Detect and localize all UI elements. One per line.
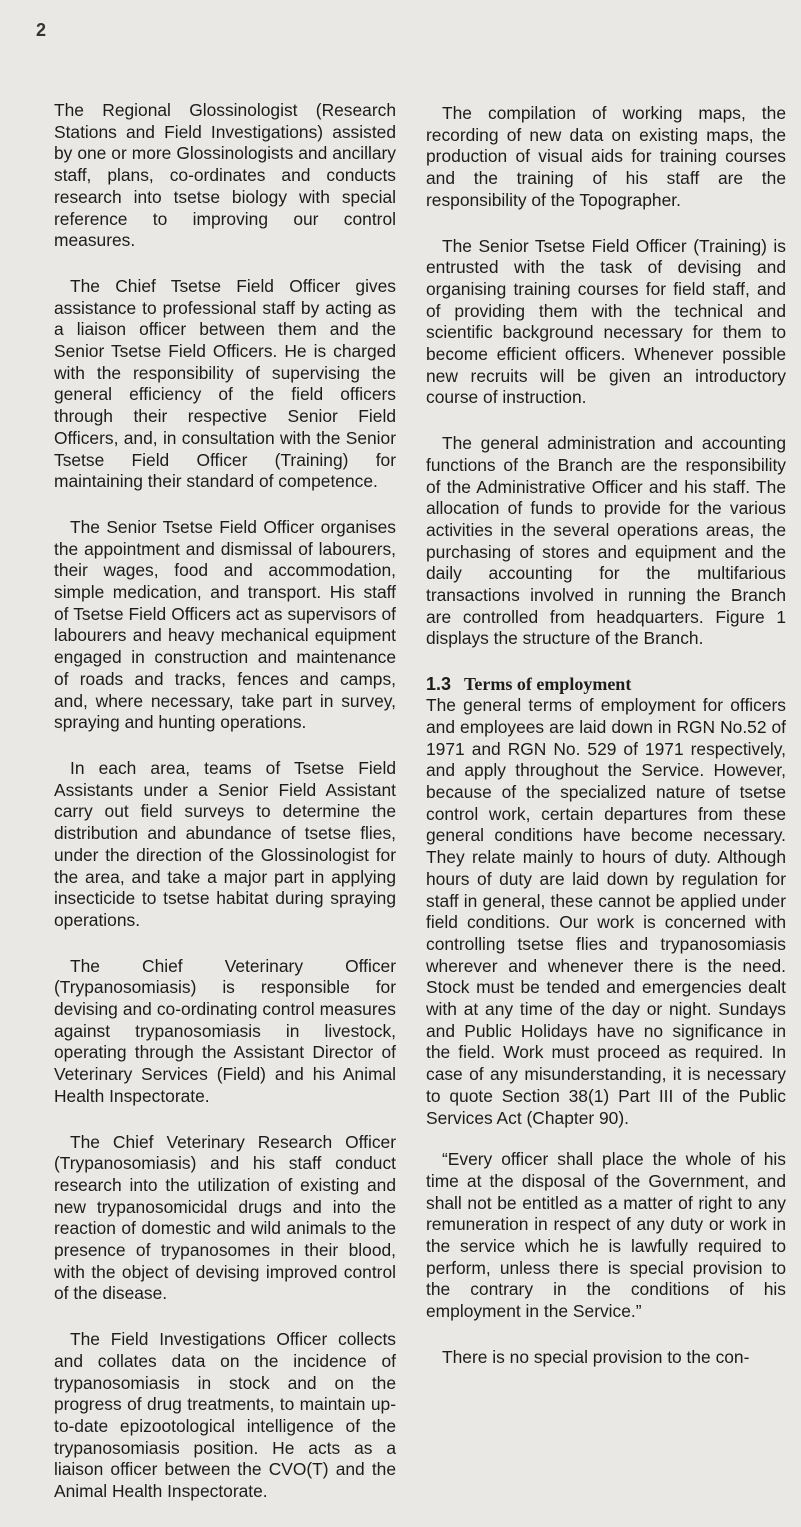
right-column xyxy=(426,103,786,1393)
section-heading xyxy=(426,674,786,695)
section-number: 1.3 xyxy=(426,674,452,695)
section-title: Terms of employment xyxy=(464,674,632,695)
paragraph-terms-of-employment: The general terms of employment for officers and employees are laid down in RGN No.52 of 1971 and RGN No. 529 of 1971 respectively, and apply throughout the Service. However, because of the specialized nature of tsetse control work, certain departures from these general conditions have become necessary. They relate mainly to hours of duty. Although hours of duty are laid down by regulation for staff in general, these cannot be applied under field conditions. Our work is concerned with controlling tsetse flies and trypanosomiasis wherever and whenever there is the need. Stock must be tended and emergencies dealt with at any time of the day or night. Sundays and Public Holidays have no significance in the field. Work must proceed as required. In case of any misunderstanding, it is necessary to quote Section 38(1) Part III of the Public Services Act (Chapter 90). xyxy=(426,695,786,1128)
paragraph-senior-tsetse-field-officer: The Senior Tsetse Field Officer organises the appointment and dismissal of labourers, their wages, food and accommodation, simple medication, and transport. His staff of Tsetse Field Officers act as supervisors of labourers and heavy mechanical equipment engaged in construction and maintenance of roads and tracks, fences and camps, and, where necessary, take part in survey, spraying and hunting operations. xyxy=(54,516,396,733)
paragraph-field-investigations-officer: The Field Investigations Officer collects and collates data on the incidence of trypanosomiasis in stock and on the progress of drug treatments, to maintain up-to-date epizootological intelligence of the trypanosomiasis position. He acts as a liaison officer between the CVO(T) and the Animal Health Inspectorate. xyxy=(54,1329,396,1502)
page-number: 2 xyxy=(36,20,47,40)
paragraph-chief-veterinary-officer: The Chief Veterinary Officer (Trypanosomiasis) is responsible for devising and co-ordinating control measures against trypanosomiasis in livestock, operating through the Assistant Director of Veterinary Services (Field) and his Animal Health Inspectorate. xyxy=(54,955,396,1106)
paragraph-regional-glossinologist: The Regional Glossinologist (Research Stations and Field Investigations) assisted by one or more Glossinologists and ancillary staff, plans, co-ordinates and conducts research into tsetse biology with special reference to improving our control measures. xyxy=(54,100,396,251)
paragraph-administration: The general administration and accounting functions of the Branch are the responsibility of the Administrative Officer and his staff. The allocation of funds to provide for the various activities in the several operations areas, the purchasing of stores and equipment and the daily accounting for the multifarious transactions involved in running the Branch are controlled from headquarters. Figure 1 displays the structure of the Branch. xyxy=(426,433,786,649)
paragraph-closing: There is no special provision to the con- xyxy=(442,1346,750,1367)
paragraph-chief-tsetse-field-officer: The Chief Tsetse Field Officer gives assistance to professional staff by acting as a liaison officer between them and the Senior Tsetse Field Officers. He is charged with the responsibility of supervising the general efficiency of the field officers through their respective Senior Field Officers, and, in consultation with the Senior Tsetse Field Officer (Training) for maintaining their standard of competence. xyxy=(54,275,396,492)
paragraph-training-officer: The Senior Tsetse Field Officer (Training) is entrusted with the task of devising and organising training courses for field staff, and of providing them with the technical and scientific background necessary for them to become efficient officers. Whenever possible new recruits will be given an introductory course of instruction. xyxy=(426,235,786,408)
paragraph-field-assistants: In each area, teams of Tsetse Field Assistants under a Senior Field Assistant carry out field surveys to determine the distribution and abundance of tsetse flies, under the direction of the Glossinologist for the area, and take a major part in applying insecticide to tsetse habitat during spraying operations. xyxy=(54,757,396,930)
left-column xyxy=(54,100,396,1527)
paragraph-chief-veterinary-research-officer: The Chief Veterinary Research Officer (Trypanosomiasis) and his staff conduct research into the utilization of existing and new trypanosomicidal drugs and into the reaction of domestic and wild animals to the presence of trypanosomes in their blood, with the object of devising improved control of the disease. xyxy=(54,1131,396,1304)
paragraph-topographer: The compilation of working maps, the recording of new data on existing maps, the production of visual aids for training courses and the training of his staff are the responsibility of the Topographer. xyxy=(426,103,786,210)
quote-public-services-act: “Every officer shall place the whole of his time at the disposal of the Government, and shall not be entitled as a matter of right to any remuneration in respect of any duty or work in the service which he is lawfully required to perform, unless there is special provision to the contrary in the conditions of his employment in the Service.” xyxy=(426,1149,786,1322)
